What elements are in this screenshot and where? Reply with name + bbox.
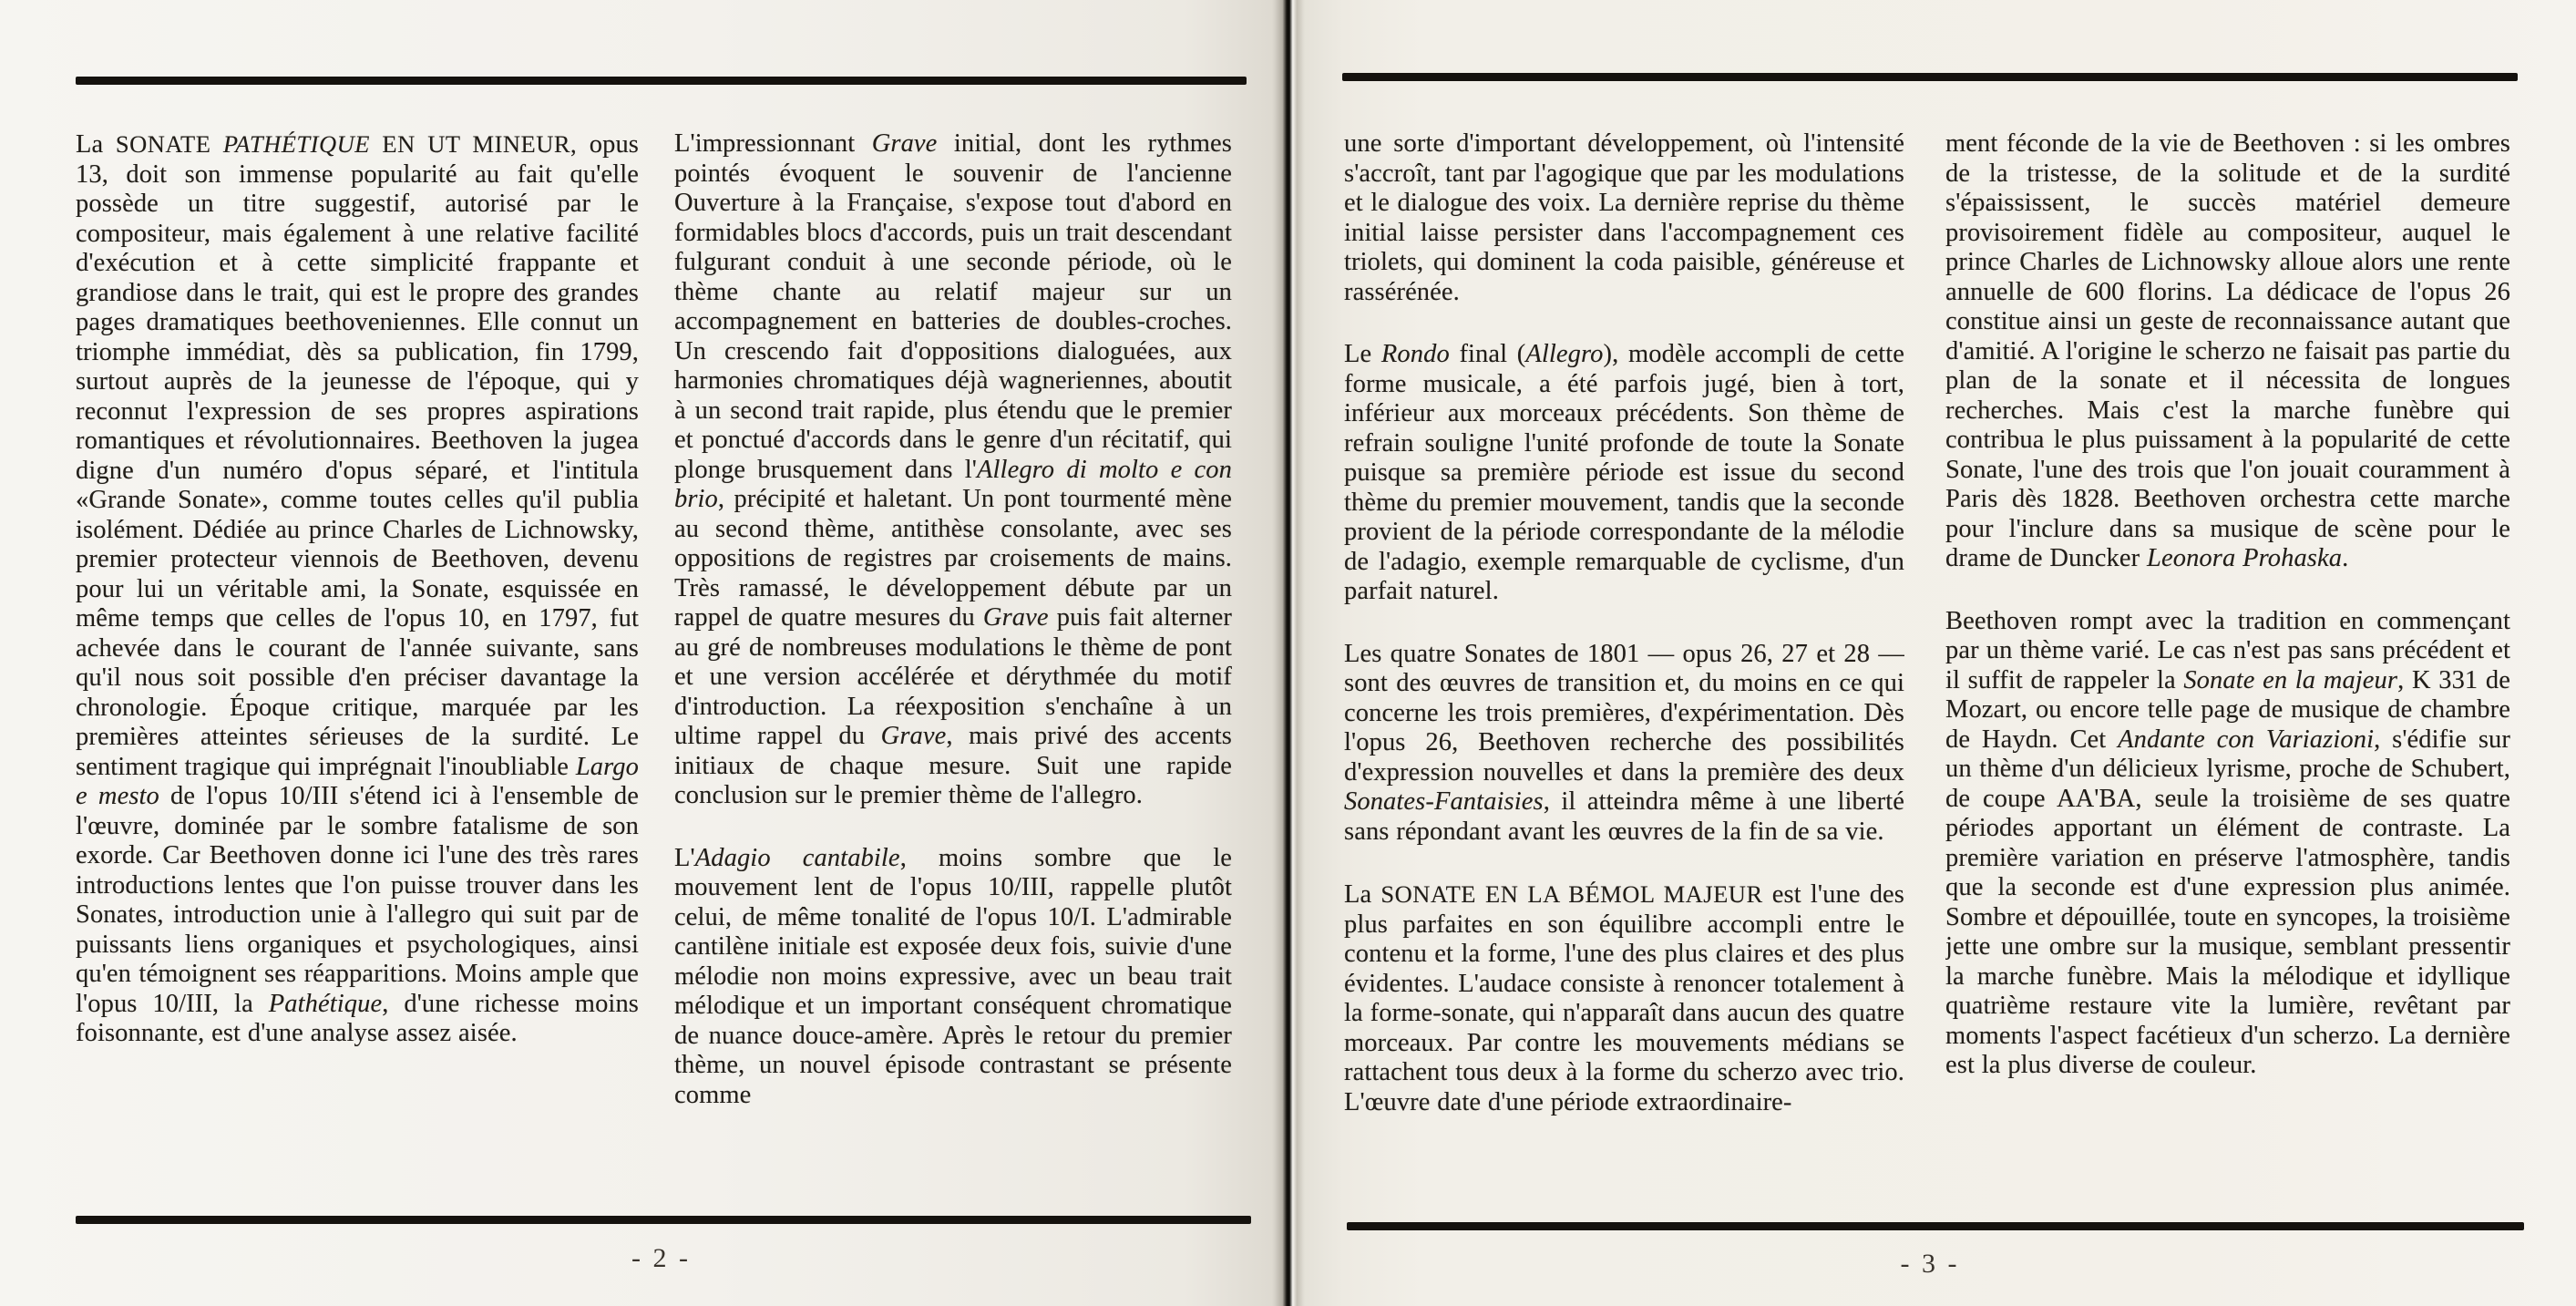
text-run: Allegro — [1525, 340, 1604, 368]
column-3 — [1344, 129, 1904, 1216]
text-run: final ( — [1449, 340, 1526, 368]
text-run: . — [2342, 544, 2349, 572]
page-number-left: - 2 - — [631, 1243, 691, 1273]
text-run: SONATE — [115, 130, 223, 158]
paragraph — [1945, 129, 2510, 574]
text-run: , K 331 de Mozart, ou encore telle page de musique de chambre de Haydn. Cet — [1945, 665, 2510, 754]
text-run: une sorte d'important développement, où l'intensité s'accroît, tant par l'agogique que par les modulations et le dialogue des voix. La dernière reprise du thème initial laisse persister dans l'accompagnement ces triolets, qui dominent la coda paisible, généreuse et rassérénée. — [1344, 129, 1904, 306]
text-run: Sonates-Fantaisies — [1344, 787, 1544, 816]
text-run: Andante con Variazioni — [2118, 725, 2375, 754]
column-2 — [674, 129, 1232, 1216]
text-run: Grave — [982, 603, 1049, 632]
text-run: La — [76, 130, 116, 159]
text-run: , d'une richesse moins foisonnante, est d'une analyse assez aisée. — [76, 989, 639, 1047]
text-run: Sonate en la majeur — [2183, 665, 2398, 694]
text-run: L'impressionnant — [674, 129, 872, 158]
text-run: Beethoven rompt avec la tradition en commençant par un thème varié. Le cas n'est pas sans précédent et il suffit de rappeler la — [1945, 606, 2510, 694]
paragraph — [674, 844, 1232, 1111]
bottom-rule-right — [1347, 1222, 2524, 1230]
text-run: Rondo — [1380, 340, 1450, 368]
text-run: de l'opus 10/III s'étend ici à l'ensemble de l'œuvre, dominée par le sombre fatalisme de son exorde. Car Beethoven donne ici l'une des très rares introductions lentes que l'on puisse trouver dans les Sonates, introduction unie à l'allegro qui suit par de puissants liens organiques et psychologiques, ainsi qu'en témoignent ses réapparitions. Moins ample que l'opus 10/III, la — [76, 782, 639, 1018]
text-run: Largo e mesto — [76, 752, 639, 810]
text-run: Pathétique — [268, 989, 383, 1018]
text-run: Les quatre Sonates de 1801 — opus 26, 27 et 28 — sont des œuvres de transition et, du moins en ce qui concerne les trois premières, d'expérimentation. Dès l'opus 26, Beethoven recherche des possibilités d'expression nouvelles et dans la première des deux — [1344, 639, 1904, 787]
text-run: Grave — [871, 129, 938, 158]
paragraph — [674, 129, 1232, 811]
column-4 — [1945, 129, 2510, 1216]
text-run: ), modèle accompli de cette forme musicale, a été parfois jugé, bien à tort, inférieur aux morceaux précédents. Son thème de refrain souligne l'unité profonde de toute la Sonate puisque sa première période est issue du second thème du premier mouvement, tandis que la seconde provient de la période correspondante de la mélodie de l'adagio, exemple remarquable de cyclisme, d'un parfait naturel. — [1344, 340, 1904, 605]
text-run: est l'une des plus parfaites en son équilibre accompli entre le contenu et la forme, l'une des plus claires et des plus évidentes. L'audace consiste à renoncer totalement à la forme-sonate, qui n'apparaît dans aucun des quatre morceaux. Par contre les mouvements médians se rattachent tous deux à la forme du scherzo avec trio. L'œuvre date d'une période extraordinaire- — [1344, 880, 1904, 1116]
text-run: , précipité et haletant. Un pont tourmenté mène au second thème, antithèse consolante, avec ses oppositions de registres par croisements de mains. Très ramassé, le développement débute par un rappel de quatre mesures du — [674, 485, 1232, 632]
text-run: EN UT MINEUR, — [369, 130, 578, 158]
text-run: puis fait alterner au gré de nombreuses modulations le thème de pont et une version accélérée et dérythmée du motif d'introduction. La réexposition s'enchaîne à un ultime rappel du — [674, 603, 1232, 750]
text-run: initial, dont les rythmes pointés évoquent le souvenir de l'ancienne Ouverture à la Française, s'expose tout d'abord en formidables blocs d'accords, puis un trait descendant fulgurant conduit à une seconde période, où le thème chante au relatif majeur sur un accompagnement en batteries de doubles-croches. Un crescendo fait d'oppositions dialoguées, aux harmonies chromatiques déjà wagneriennes, aboutit à un second trait rapide, plus étendu que le premier et ponctué d'accords dans le genre d'un récitatif, qui plonge brusquement dans l' — [674, 129, 1232, 484]
column-1 — [76, 129, 639, 1216]
text-run: La — [1344, 880, 1381, 909]
text-run: Leonora Prohaska — [2147, 544, 2343, 572]
text-run: ment féconde de la vie de Beethoven : si les ombres de la tristesse, de la solitude et de la surdité s'épaississent, le succès matériel demeure provisoirement fidèle au compositeur, auquel le prince Charles de Lichnowsky alloue alors une rente annuelle de 600 florins. La dédicace de l'opus 26 constitue ainsi un geste de reconnaissance autant que d'amitié. A l'origine le scherzo ne faisait pas partie du plan de la sonate et il nécessita de longues recherches. Mais c'est la marche funèbre qui contribua le plus puissament à la popularité de cette Sonate, l'une des trois que l'on jouait couramment à Paris dès 1828. Beethoven orchestra cette marche pour l'inclure dans sa musique de scène pour le drame de Duncker — [1945, 129, 2510, 572]
text-run: PATHÉTIQUE — [222, 130, 370, 158]
top-rule-left — [76, 77, 1247, 85]
page-right — [1287, 0, 2576, 1306]
paragraph — [1344, 340, 1904, 607]
text-run: , mais privé des accents initiaux de chaque mesure. Suit une rapide conclusion sur le premier thème de l'allegro. — [674, 722, 1232, 809]
text-run: Grave — [880, 722, 947, 750]
text-run: , moins sombre que le mouvement lent de l'opus 10/III, rappelle plutôt celui, de même tonalité de l'opus 10/I. L'admirable cantilène initiale est exposée deux fois, suivie d'une mélodie non moins expressive, avec un beau trait mélodique et un important conséquent chromatique de nuance douce-amère. Après le retour du premier thème, un nouvel épisode contrastant se présente comme — [674, 843, 1232, 1109]
text-run: , s'édifie sur un thème d'un délicieux lyrisme, proche de Schubert, de coupe AA'BA, seule la troisième de ses quatre périodes apportant un élément de contraste. La première variation en préserve l'atmosphère, tandis que la seconde est d'une expression plus animée. Sombre et dépouillée, toute en syncopes, la troisième jette une ombre sur la musique, semblant pressentir la marche funèbre. Mais la mélodique et idyllique quatrième restaure vite la lumière, revêtant par moments l'aspect facétieux d'un scherzo. La dernière est la plus diverse de couleur. — [1945, 725, 2510, 1079]
paragraph — [1344, 640, 1904, 848]
paragraph — [1344, 879, 1904, 1117]
text-run: L' — [674, 843, 695, 872]
paragraph — [1945, 607, 2510, 1081]
text-run: Allegro di molto e con brio — [674, 455, 1232, 513]
page-number-right: - 3 - — [1900, 1249, 1960, 1279]
text-run: opus 13, doit son immense popularité au fait qu'elle possède un titre suggestif, autorisé par le compositeur, mais également à une relative facilité d'exécution et à cette simplicité frappante et grandiose dans le trait, qui est le propre des grandes pages dramatiques beethoveniennes. Elle connut un triomphe immédiat, dès sa publication, fin 1799, surtout auprès de la jeunesse de l'époque, qui y reconnut l'expression de ses propres aspirations romantiques et révolutionnaires. Beethoven la jugea digne d'un numéro d'opus séparé, et l'intitula «Grande Sonate», comme toutes celles qu'il publia isolément. Dédiée au prince Charles de Lichnowsky, premier protecteur viennois de Beethoven, devenu pour lui un véritable ami, la Sonate, esquissée en même temps que celles de l'opus 10, en 1797, fut achevée dans le courant de l'année suivante, sans qu'il nous soit possible d'en préciser davantage la chronologie. Époque critique, marquée par les premières atteintes sérieuses de la surdité. Le sentiment tragique qui imprégnait l'inoubliable — [76, 130, 639, 781]
text-run: SONATE EN LA BÉMOL MAJEUR — [1380, 880, 1763, 908]
text-run: Adagio cantabile — [694, 843, 900, 872]
page-left — [0, 0, 1287, 1306]
paragraph — [1344, 129, 1904, 307]
text-run: Le — [1344, 340, 1381, 368]
paragraph — [76, 129, 639, 1049]
top-rule-right — [1342, 73, 2518, 81]
text-run: , il atteindra même à une liberté sans répondant avant les œuvres de la fin de sa vie. — [1344, 787, 1904, 846]
bottom-rule-left — [76, 1216, 1251, 1224]
